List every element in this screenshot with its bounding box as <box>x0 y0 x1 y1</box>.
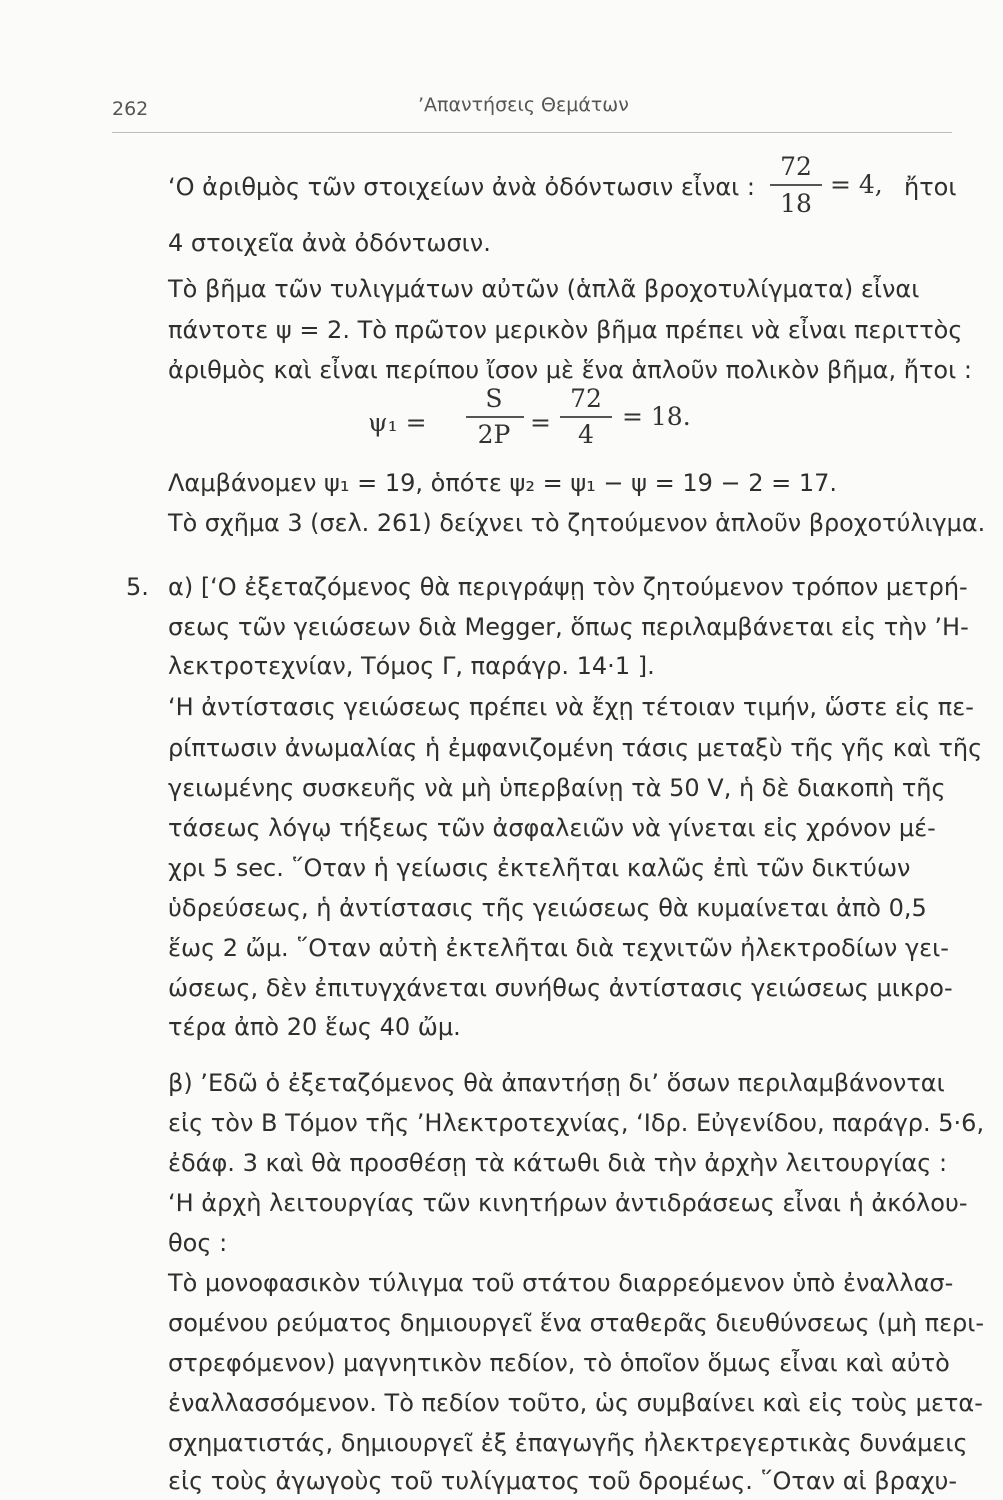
para1-line2: 4 στοιχεῖα ἀνὰ ὀδόντωσιν. <box>168 229 491 257</box>
section-a-line: ὑδρεύσεως, ἡ ἀντίστασις τῆς γειώσεως θὰ κυμαίνεται ἀπὸ 0,5 <box>168 894 927 922</box>
section-b-line: Τὸ μονοφασικὸν τύλιγμα τοῦ στάτου διαρρεόμενον ὑπὸ ἐναλλασ- <box>168 1269 954 1297</box>
section-a-line: τάσεως λόγῳ τήξεως τῶν ἀσφαλειῶν νὰ γίνεται εἰς χρόνον μέ- <box>168 814 936 842</box>
section-a-line: α) [‘Ο ἐξεταζόμενος θὰ περιγράψῃ τὸν ζητούμενον τρόπον μετρή- <box>168 573 968 601</box>
running-title: ’Απαντήσεις Θεμάτων <box>418 94 629 116</box>
para3-line2: Τὸ σχῆμα 3 (σελ. 261) δείχνει τὸ ζητούμενον ἁπλοῦν βροχοτύλιγμα. <box>168 509 986 537</box>
section-b-line: εἰς τοὺς ἀγωγοὺς τοῦ τυλίγματος τοῦ δρομέως. ῞Οταν αἱ βραχυ- <box>168 1467 958 1495</box>
para2-line1: Τὸ βῆμα τῶν τυλιγμάτων αὐτῶν (ἁπλᾶ βροχοτυλίγματα) εἶναι <box>168 275 920 303</box>
frac1-bar <box>770 184 822 186</box>
section-b-line: ‘Η ἀρχὴ λειτουργίας τῶν κινητήρων ἀντιδράσεως εἶναι ἡ ἀκόλου- <box>168 1189 968 1217</box>
section-b-line: ἐδάφ. 3 καὶ θὰ προσθέσῃ τὰ κάτωθι διὰ τὴν ἀρχὴν λειτουργίας : <box>168 1149 948 1177</box>
section-b-line: θος : <box>168 1229 228 1257</box>
section-b-line: σχηματιστάς, δημιουργεῖ ἐξ ἐπαγωγῆς ἠλεκτρεγερτικὰς δυνάμεις <box>168 1429 968 1457</box>
section-a-line: ρίπτωσιν ἀνωμαλίας ἡ ἐμφανιζομένη τάσις μεταξὺ τῆς γῆς καὶ τῆς <box>168 734 983 762</box>
para1-lead: ‘Ο ἀριθμὸς τῶν στοιχείων ἀνὰ ὀδόντωσιν εἶναι : <box>168 173 756 201</box>
section-a-line: χρι 5 sec. ῞Οταν ἡ γείωσις ἐκτελῆται καλῶς ἐπὶ τῶν δικτύων <box>168 854 911 882</box>
para2-line3: ἀριθμὸς καὶ εἶναι περίπου ἴσον μὲ ἕνα ἁπλοῦν πολικὸν βῆμα, ἤτοι : <box>168 356 972 384</box>
section-a-line: γειωμένης συσκευῆς νὰ μὴ ὑπερβαίνῃ τὰ 50 V, ἡ δὲ διακοπὴ τῆς <box>168 774 946 802</box>
formula-f1-bar <box>466 416 524 418</box>
frac1-denominator: 18 <box>780 189 812 218</box>
section-b-line: ἐναλλασσόμενον. Τὸ πεδίον τοῦτο, ὡς συμβαίνει καὶ εἰς τοὺς μετα- <box>168 1389 983 1417</box>
formula-lhs: ψ₁ = <box>368 408 427 437</box>
section-a-line: ώσεως, δὲν ἐπιτυγχάνεται συνήθως ἀντίστασις γειώσεως μικρο- <box>168 974 953 1002</box>
formula-f2-numerator: 72 <box>570 384 602 413</box>
formula-f2-denominator: 4 <box>578 420 594 449</box>
section-a-line: λεκτροτεχνίαν, Τόμος Γ, παράγρ. 14·1 ]. <box>168 652 655 680</box>
formula-f1-denominator: 2P <box>477 420 511 449</box>
section-number: 5. <box>126 573 149 601</box>
frac1-result: = 4, <box>830 170 883 199</box>
section-b-line: β) ’Εδῶ ὁ ἐξεταζόμενος θὰ ἀπαντήσῃ δι’ ὅσων περιλαμβάνονται <box>168 1069 945 1097</box>
formula-f2-bar <box>560 416 612 418</box>
section-a-line: τέρα ἀπὸ 20 ἕως 40 ὤμ. <box>168 1013 461 1041</box>
formula-f1-numerator: S <box>485 384 503 413</box>
frac1-numerator: 72 <box>780 152 812 181</box>
page-number: 262 <box>112 98 149 120</box>
page-header <box>112 92 952 133</box>
section-a-line: σεως τῶν γειώσεων διὰ Megger, ὅπως περιλαμβάνεται εἰς τὴν ’Η- <box>168 613 969 641</box>
para1-tail: ἤτοι <box>904 173 957 201</box>
para3-line1: Λαμβάνομεν ψ₁ = 19, ὁπότε ψ₂ = ψ₁ − ψ = 19 − 2 = 17. <box>168 469 838 497</box>
section-a-line: ‘Η ἀντίστασις γειώσεως πρέπει νὰ ἔχῃ τέτοιαν τιμήν, ὥστε εἰς πε- <box>168 693 974 721</box>
para2-line2: πάντοτε ψ = 2. Τὸ πρῶτον μερικὸν βῆμα πρέπει νὰ εἶναι περιττὸς <box>168 316 963 344</box>
section-a-line: ἕως 2 ὤμ. ῞Οταν αὐτὴ ἐκτελῆται διὰ τεχνιτῶν ἠλεκτροδίων γει- <box>168 934 949 962</box>
formula-equals: = <box>530 408 551 437</box>
section-b-line: σομένου ρεύματος δημιουργεῖ ἕνα σταθερᾶς διευθύνσεως (μὴ περι- <box>168 1309 985 1337</box>
section-b-line: εἰς τὸν Β Τόμον τῆς ’Ηλεκτροτεχνίας, ‘Ιδρ. Εὐγενίδου, παράγρ. 5·6, <box>168 1109 985 1137</box>
section-b-line: στρεφόμενον) μαγνητικὸν πεδίον, τὸ ὁποῖον ὅμως εἶναι καὶ αὐτὸ <box>168 1349 950 1377</box>
formula-result: = 18. <box>622 402 691 431</box>
